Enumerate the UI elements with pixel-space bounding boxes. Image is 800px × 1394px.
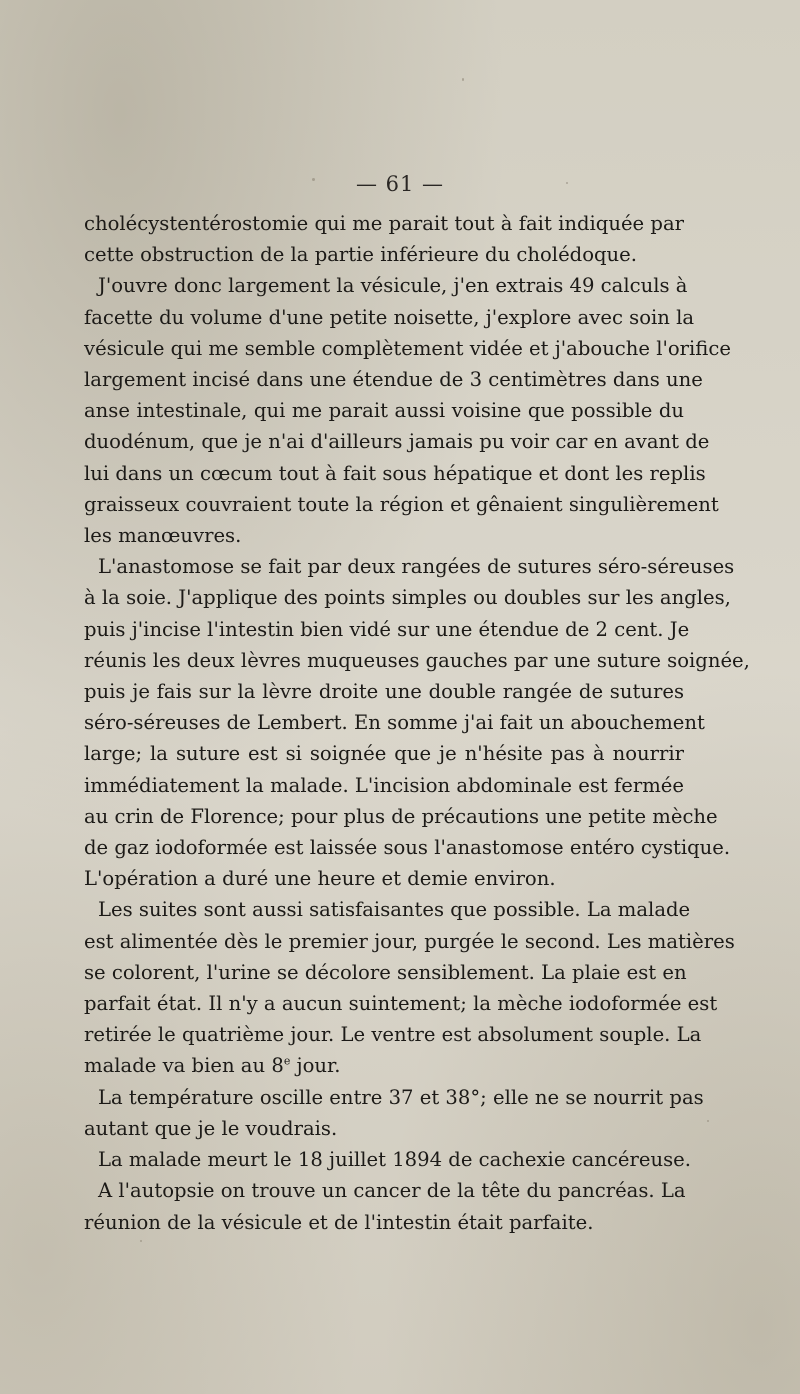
text-line-continuation: jour.	[290, 1054, 341, 1078]
text-line	[84, 458, 706, 489]
text-line-content: cholécystentérostomie qui me parait tout à fait indiquée par	[84, 212, 684, 235]
paper-speck	[462, 78, 464, 81]
text-line	[84, 926, 735, 957]
page-number: — 61 —	[355, 172, 445, 196]
text-line-content: L'anastomose se fait par deux rangées de sutures séro-séreuses	[98, 555, 735, 579]
text-line-content: A l'autopsie on trouve un cancer de la tête du pancréas. La	[98, 1179, 686, 1203]
text-line-content: lui dans un cœcum tout à fait sous hépatique et dont les replis	[84, 461, 706, 485]
text-line	[84, 333, 731, 364]
superscript: e	[283, 1054, 291, 1068]
text-line-content: graisseux couvraient toute la région et gênaient singulièrement	[84, 492, 719, 516]
text-line	[84, 863, 684, 894]
text-line-content: La température oscille entre 37 et 38°; elle ne se nourrit pas	[98, 1085, 704, 1109]
text-line-content: puis j'incise l'intestin bien vidé sur une étendue de 2 cent. Je	[84, 617, 690, 641]
text-line	[84, 1207, 684, 1238]
text-line-content: est alimentée dès le premier jour, purgée le second. Les matières	[84, 929, 735, 953]
text-line	[84, 770, 684, 801]
text-line-content: puis je fais sur la lèvre droite une double rangée de sutures	[84, 680, 684, 704]
text-line-content: immédiatement la malade. L'incision abdominale est fermée	[84, 773, 684, 797]
text-line	[84, 208, 684, 239]
text-line-content: malade va bien au 8	[84, 1054, 284, 1078]
text-line-content: Les suites sont aussi satisfaisantes que possible. La malade	[98, 898, 691, 922]
text-line	[84, 395, 684, 426]
text-line	[84, 894, 691, 925]
text-line-content: séro-séreuses de Lembert. En somme j'ai fait un abouchement	[84, 711, 705, 735]
text-line-content: au crin de Florence; pour plus de précautions une petite mèche	[84, 804, 718, 828]
text-line	[84, 364, 703, 395]
text-line	[84, 676, 684, 707]
text-line-content: duodénum, que je n'ai d'ailleurs jamais pu voir car en avant de	[84, 430, 710, 454]
text-line-content: réunis les deux lèvres muqueuses gauches par une suture soignée,	[84, 648, 750, 672]
text-line	[84, 1050, 684, 1081]
text-line	[84, 988, 718, 1019]
body-text	[84, 208, 750, 1238]
text-line-content: large; la suture est si soignée que je n'hésite pas à nourrir	[84, 742, 684, 766]
text-line	[84, 239, 684, 270]
text-line	[84, 1113, 684, 1144]
text-line-content: L'opération a duré une heure et demie environ.	[84, 867, 556, 891]
text-line-content: les manœuvres.	[84, 524, 242, 548]
text-line-content: autant que je le voudrais.	[84, 1116, 338, 1140]
text-line	[84, 426, 710, 457]
text-line	[84, 489, 719, 520]
text-line	[84, 582, 731, 613]
text-line-content: de gaz iodoformée est laissée sous l'anastomose entéro cystique.	[84, 836, 731, 860]
text-line-content: vésicule qui me semble complètement vidée et j'abouche l'orifice	[84, 336, 731, 360]
text-line	[84, 551, 735, 582]
text-line-content: J'ouvre donc largement la vésicule, j'en extrais 49 calculs à	[98, 274, 688, 298]
text-line-content: anse intestinale, qui me parait aussi voisine que possible du	[84, 399, 684, 423]
text-line	[84, 270, 688, 301]
text-line-content: facette du volume d'une petite noisette, j'explore avec soin la	[84, 305, 695, 329]
text-line	[84, 832, 731, 863]
text-line-content: retirée le quatrième jour. Le ventre est absolument souple. La	[84, 1023, 702, 1047]
paper-speck	[140, 1240, 142, 1242]
text-line-content: se colorent, l'urine se décolore sensiblement. La plaie est en	[84, 960, 687, 984]
text-line-content: réunion de la vésicule et de l'intestin était parfaite.	[84, 1210, 594, 1234]
text-line	[84, 1144, 691, 1175]
text-line	[84, 801, 718, 832]
text-line-content: largement incisé dans une étendue de 3 centimètres dans une	[84, 368, 703, 392]
paper-speck	[312, 178, 315, 181]
text-line-content: La malade meurt le 18 juillet 1894 de cachexie cancéreuse.	[98, 1148, 691, 1172]
text-line	[84, 957, 687, 988]
paper-speck	[707, 1120, 709, 1122]
text-line	[84, 738, 684, 769]
text-line	[84, 1082, 704, 1113]
text-line-content: cette obstruction de la partie inférieure du cholédoque.	[84, 243, 637, 267]
text-line	[84, 302, 695, 333]
text-line-content: à la soie. J'applique des points simples ou doubles sur les angles,	[84, 586, 731, 610]
paper-speck	[566, 182, 568, 184]
text-line	[84, 1175, 684, 1206]
text-line-content: parfait état. Il n'y a aucun suintement; la mèche iodoformée est	[84, 992, 718, 1016]
text-line	[84, 520, 684, 551]
text-line	[84, 614, 690, 645]
text-line	[84, 645, 750, 676]
text-line	[84, 1019, 702, 1050]
text-line	[84, 707, 705, 738]
